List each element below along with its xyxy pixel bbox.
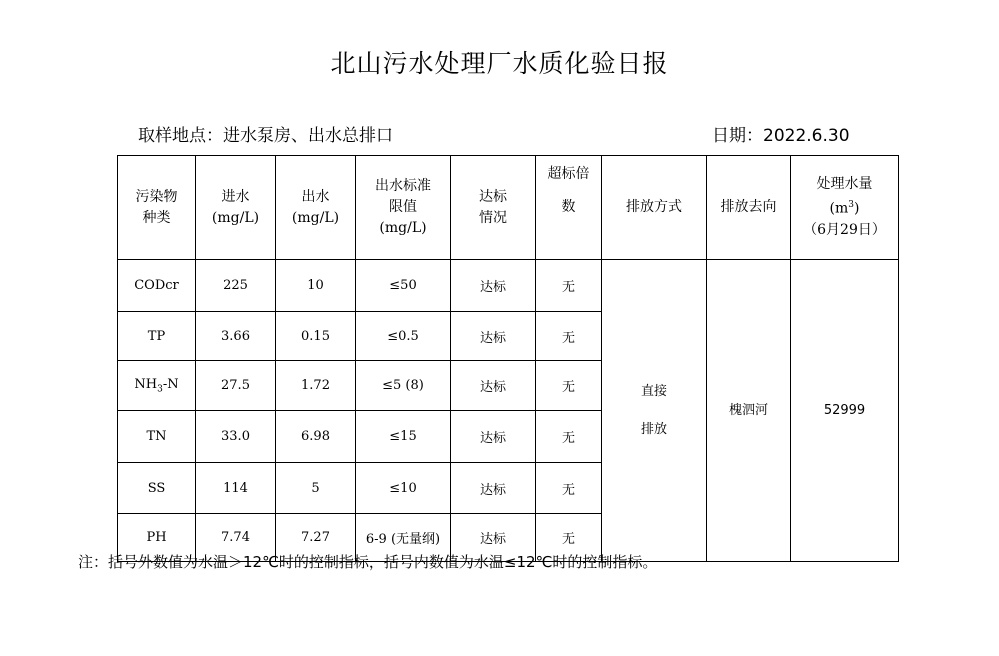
pollutant-cell: SS (118, 463, 196, 514)
exceed-cell: 无 (536, 411, 602, 463)
report-title: 北山污水处理厂水质化验日报 (330, 49, 669, 78)
compliance-cell: 达标 (451, 361, 536, 411)
compliance-cell: 达标 (451, 260, 536, 312)
water-quality-table (117, 155, 899, 562)
exceed-cell: 无 (536, 514, 602, 562)
effluent-cell: 1.72 (276, 361, 356, 411)
effluent-cell: 5 (276, 463, 356, 514)
limit-cell: ≤0.5 (356, 312, 451, 361)
header-pollutant: 污染物 种类 (118, 156, 196, 260)
exceed-cell: 无 (536, 463, 602, 514)
pollutant-cell: PH (118, 514, 196, 562)
compliance-cell: 达标 (451, 514, 536, 562)
compliance-cell: 达标 (451, 463, 536, 514)
report-date: 日期：2022.6.30 (712, 126, 850, 146)
header-influent: 进水 (mg/L) (196, 156, 276, 260)
footnote: 注：括号外数值为水温＞12℃时的控制指标，括号内数值为水温≤12℃时的控制指标。 (78, 553, 658, 571)
influent-cell: 27.5 (196, 361, 276, 411)
effluent-cell: 6.98 (276, 411, 356, 463)
header-row (118, 156, 899, 260)
limit-cell: ≤10 (356, 463, 451, 514)
header-effluent: 出水 (mg/L) (276, 156, 356, 260)
effluent-cell: 7.27 (276, 514, 356, 562)
pollutant-cell: $NH_3-N$ (118, 361, 196, 411)
compliance-cell: 达标 (451, 312, 536, 361)
discharge-method-cell: 直接 排放 (602, 260, 707, 562)
discharge-destination-cell: 槐泗河 (707, 260, 791, 562)
pollutant-cell: TP (118, 312, 196, 361)
effluent-cell: 0.15 (276, 312, 356, 361)
limit-cell: ≤15 (356, 411, 451, 463)
exceed-cell: 无 (536, 361, 602, 411)
limit-cell: 6-9 (无量纲) (356, 514, 451, 562)
pollutant-cell: CODcr (118, 260, 196, 312)
influent-cell: 225 (196, 260, 276, 312)
limit-cell: ≤5 (8) (356, 361, 451, 411)
header-destination: 排放去向 (707, 156, 791, 260)
influent-cell: 33.0 (196, 411, 276, 463)
compliance-cell: 达标 (451, 411, 536, 463)
header-compliance: 达标 情况 (451, 156, 536, 260)
pollutant-cell: TN (118, 411, 196, 463)
limit-cell: ≤50 (356, 260, 451, 312)
treated-volume-cell: 52999 (791, 260, 899, 562)
influent-cell: 114 (196, 463, 276, 514)
header-exceed: 超标倍 数 (536, 156, 602, 260)
header-volume: 处理水量 $(m^3)$ （6月29日） (791, 156, 899, 260)
sampling-location: 取样地点：进水泵房、出水总排口 (138, 126, 393, 146)
header-method: 排放方式 (602, 156, 707, 260)
header-limit: 出水标准 限值 (mg/L) (356, 156, 451, 260)
exceed-cell: 无 (536, 260, 602, 312)
effluent-cell: 10 (276, 260, 356, 312)
influent-cell: 7.74 (196, 514, 276, 562)
exceed-cell: 无 (536, 312, 602, 361)
table-row (118, 260, 899, 312)
influent-cell: 3.66 (196, 312, 276, 361)
